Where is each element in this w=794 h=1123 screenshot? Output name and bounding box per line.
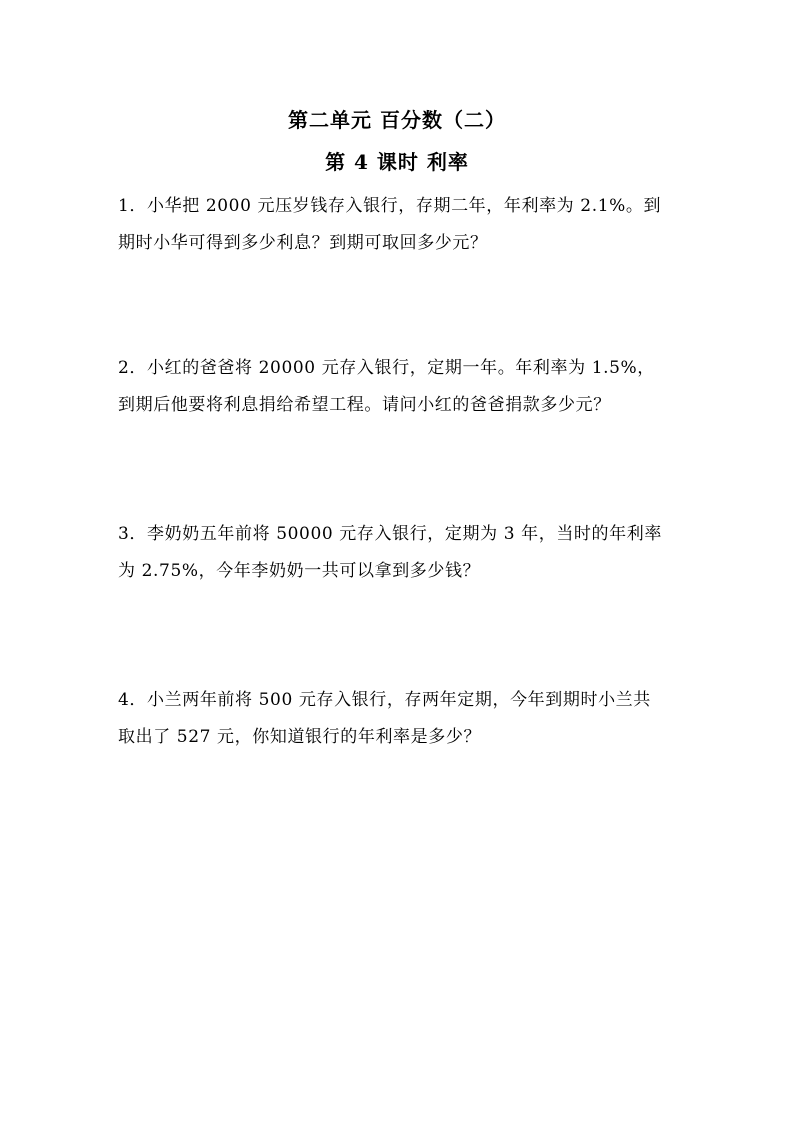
problem-1 — [118, 188, 680, 262]
problem-2-line-2: 到期后他要将利息捐给希望工程。请问小红的爸爸捐款多少元？ — [118, 395, 611, 415]
problem-2-line-1: 2．小红的爸爸将 20000 元存入银行，定期一年。年利率为 1.5%， — [118, 358, 655, 378]
unit-title: 第二单元 百分数（二） — [288, 108, 506, 132]
problem-3-line-1: 3．李奶奶五年前将 50000 元存入银行，定期为 3 年，当时的年利率 — [118, 524, 662, 544]
problem-1-line-1: 1．小华把 2000 元压岁钱存入银行，存期二年，年利率为 2.1%。到 — [118, 196, 662, 216]
problem-2 — [118, 350, 680, 424]
problem-4 — [118, 682, 680, 756]
problem-4-line-2: 取出了 527 元，你知道银行的年利率是多少？ — [118, 727, 482, 747]
problem-1-line-2: 期时小华可得到多少利息？到期可取回多少元？ — [118, 233, 488, 253]
problem-3 — [118, 516, 680, 590]
problem-4-line-1: 4．小兰两年前将 500 元存入银行，存两年定期，今年到期时小兰共 — [118, 690, 651, 710]
lesson-title: 第 4 课时 利率 — [325, 150, 469, 174]
problem-3-line-2: 为 2.75%，今年李奶奶一共可以拿到多少钱？ — [118, 561, 481, 581]
